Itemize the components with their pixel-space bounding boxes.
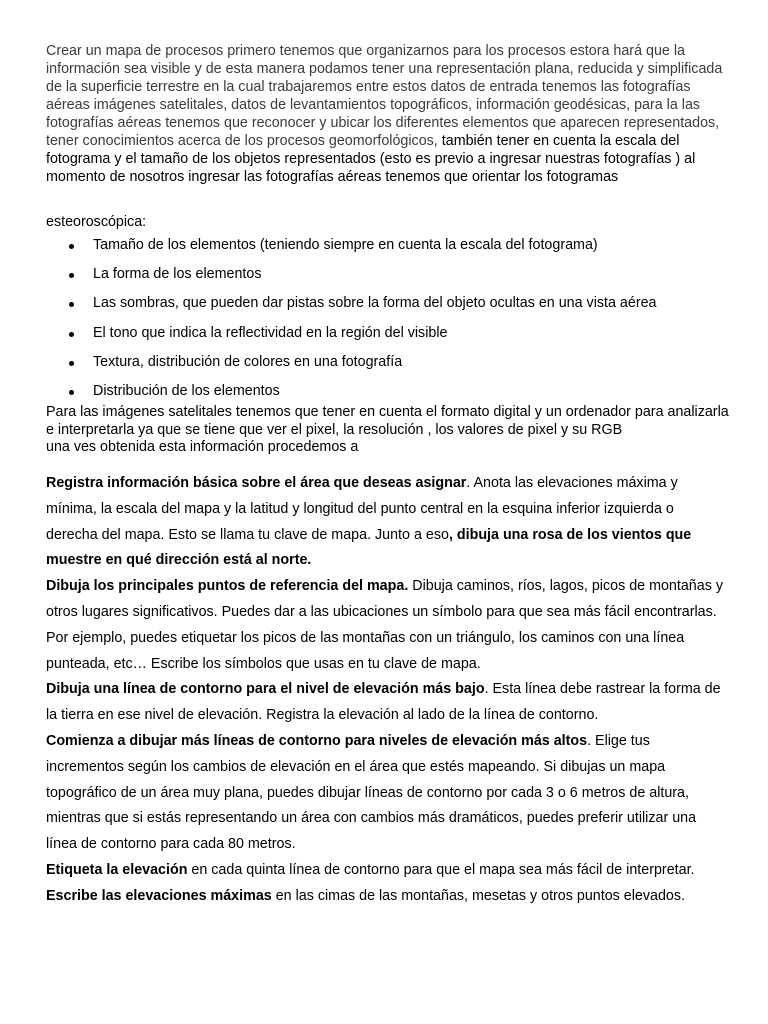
step-paragraph [46,858,728,884]
step-text: Dibuja caminos, ríos, lagos, picos de montañas y otros lugares significativos. Puedes dar a las ubicaciones un símbolo para que sea más fácil encontrarlas. Por ejemplo, puedes etiquetar los picos de las montañas con un triángulo, los caminos con una línea punteada, etc… Escribe los símbolos que usas en tu clave de mapa. [46,578,723,672]
step-text: en cada quinta línea de contorno para que el mapa sea más fácil de interpretar. [187,861,695,878]
list-item [46,353,736,382]
list-item-text: Las sombras, que pueden dar pistas sobre la forma del objeto ocultas en una vista aérea [93,295,657,312]
step-heading: Comienza a dibujar más líneas de contorno para niveles de elevación más altos [46,732,588,749]
satellite-text: Para las imágenes satelitales tenemos que tener en cuenta el formato digital y un ordenador para analizarla e interpretarla ya que se tiene que ver el pixel, la resolución , los valores de pixel y su RGB [46,404,729,438]
intro-paragraph [46,42,726,186]
step-heading: Etiqueta la elevación [46,861,188,878]
map-steps [46,471,728,910]
intro-black-text: también tener en cuenta la escala del fotograma y el tamaño de los objetos representados (esto es previo a ingresar nuestras fotografías ) al momento de nosotros ingresar las fotografías aéreas tenemos que orientar los fotogramas [46,133,696,185]
satellite-followup: una ves obtenida esta información procedemos a [46,439,359,455]
step-heading-continued: , dibuja una rosa de los vientos que muestre en qué dirección está al norte. [46,526,692,569]
step-text: en las cimas de las montañas, mesetas y otros puntos elevados. [271,887,685,904]
step-paragraph [46,677,728,729]
photo-elements-list [46,236,736,411]
step-heading: Registra información básica sobre el área que deseas asignar [46,475,467,491]
step-heading: Dibuja los principales puntos de referencia del mapa. [46,578,409,595]
step-paragraph [46,574,728,677]
esteoroscopica-label: esteoroscópica: [46,214,147,230]
list-item [46,265,736,294]
list-item [46,324,736,353]
step-heading: Dibuja una línea de contorno para el nivel de elevación más bajo [46,681,485,698]
bullet-icon [69,332,74,337]
list-item-text: La forma de los elementos [93,266,262,283]
bullet-icon [69,244,74,249]
list-item [46,294,736,323]
bullet-icon [69,361,74,366]
bullet-icon [69,390,74,395]
step-paragraph [46,729,728,858]
step-heading: Escribe las elevaciones máximas [46,887,272,904]
step-text: . Elige tus incrementos según los cambios de elevación en el área que estés mapeando. Si dibujas un mapa topográfico de un área muy plana, puedes dibujar líneas de contorno por cada 3 o 6 metros de altura, mientras que si estás representando un área con cambios más dramáticos, puedes preferir utilizar una línea de contorno para cada 80 metros. [46,732,697,853]
step-text: . Esta línea debe rastrear la forma de la tierra en ese nivel de elevación. Registra la elevación al lado de la línea de contorno. [46,681,721,724]
bullet-icon [69,273,74,278]
intro-gray-text: Crear un mapa de procesos primero tenemos que organizarnos para los procesos estora hará que la información sea visible y de esta manera podamos tener una representación plana, reducida y simplificada de la superficie terrestre en la cual trabajaremos entre estos datos de entrada tenemos las fotografías aéreas imágenes satelitales, datos de levantamientos topográficos, información geodésicas, para la las fotografías aéreas tenemos que reconocer y ubicar los diferentes elementos que aparecen representados, tener conocimientos acerca de los procesos geomorfológicos, [46,43,723,149]
step-text: . Anota las elevaciones máxima y mínima, la escala del mapa y la latitud y longitud del punto central en la esquina inferior izquierda o derecha del mapa. Esto se llama tu clave de mapa. Junto a eso [46,475,678,543]
step-paragraph [46,884,728,910]
bullet-icon [69,302,74,307]
list-item [46,236,736,265]
list-item-text: Distribución de los elementos [93,382,280,399]
list-item-text: El tono que indica la reflectividad en la región del visible [93,324,448,341]
satellite-paragraph [46,404,736,457]
list-item-text: Textura, distribución de colores en una fotografía [93,353,403,370]
step-paragraph [46,471,728,574]
list-item-text: Tamaño de los elementos (teniendo siempre en cuenta la escala del fotograma) [93,237,598,253]
